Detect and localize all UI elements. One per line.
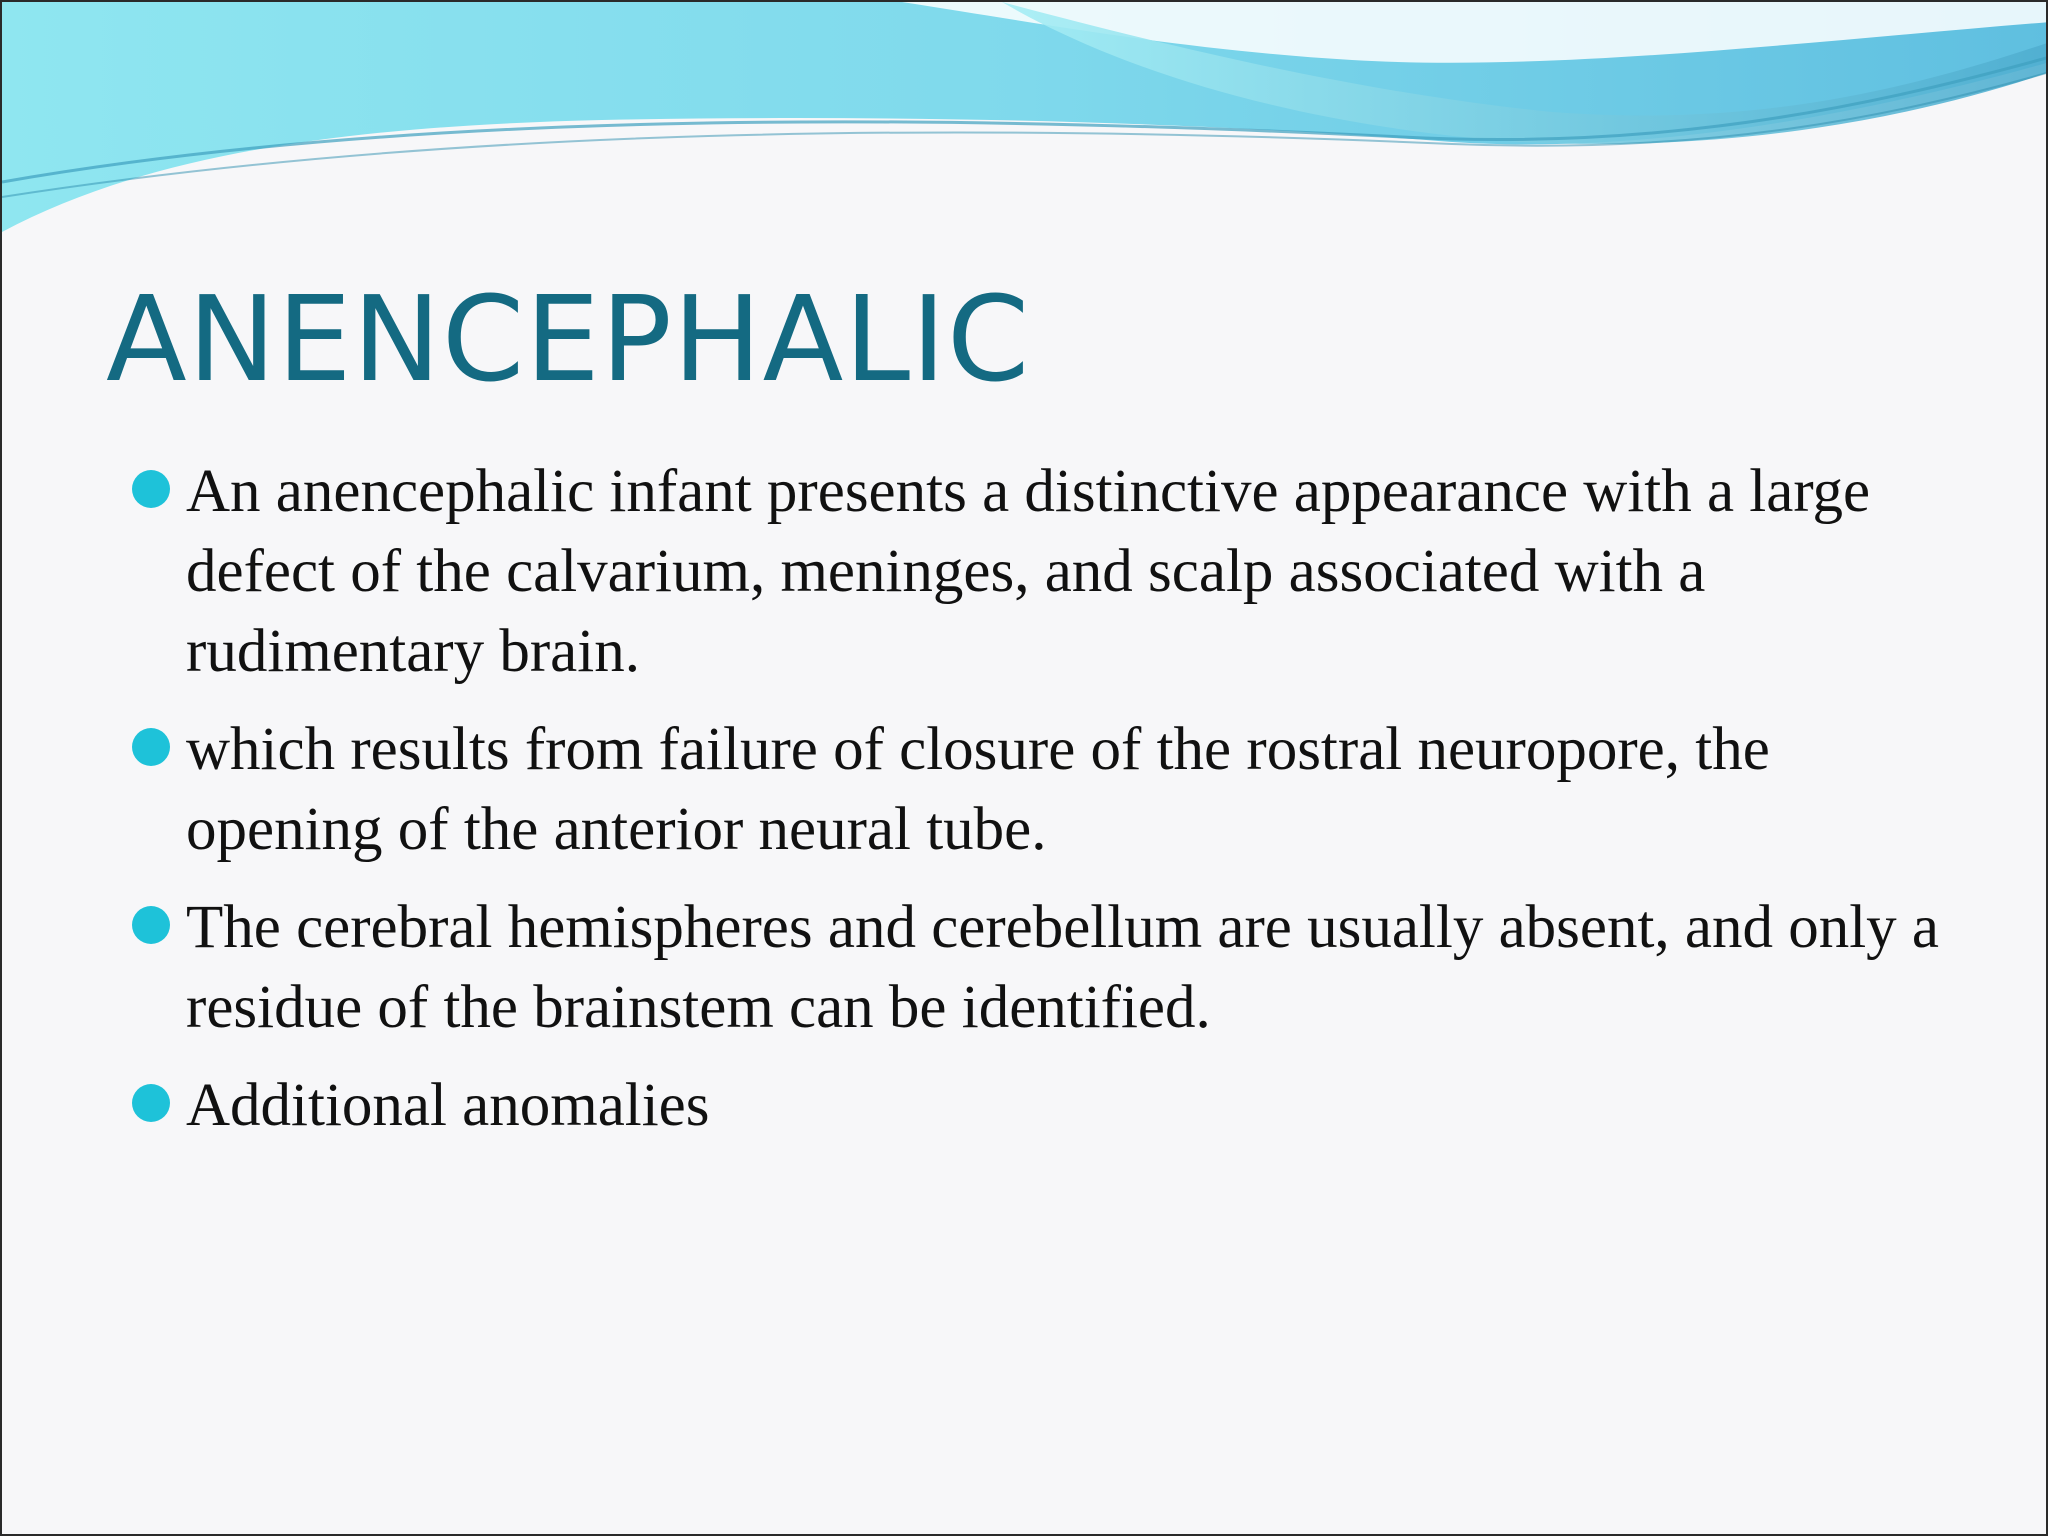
bullet-dot-icon	[132, 906, 170, 944]
header-wave-decoration	[2, 2, 2048, 242]
bullet-text: An anencephalic infant presents a distinctive appearance with a large defect of the calvarium, meninges, and scalp associated with a rudimentary brain.	[186, 458, 1871, 685]
bullet-dot-icon	[132, 470, 170, 508]
slide-title: ANENCEPHALIC	[106, 270, 1031, 408]
bullet-text: Additional anomalies	[186, 1072, 710, 1139]
bullet-item	[132, 1066, 1962, 1146]
bullet-item	[132, 710, 1962, 870]
bullet-dot-icon	[132, 1084, 170, 1122]
bullet-text: which results from failure of closure of the rostral neuropore, the opening of the anterior neural tube.	[186, 716, 1770, 863]
bullet-list	[132, 452, 1962, 1164]
bullet-item	[132, 452, 1962, 692]
bullet-text: The cerebral hemispheres and cerebellum are usually absent, and only a residue of the brainstem can be identified.	[186, 894, 1940, 1041]
bullet-item	[132, 888, 1962, 1048]
bullet-dot-icon	[132, 728, 170, 766]
